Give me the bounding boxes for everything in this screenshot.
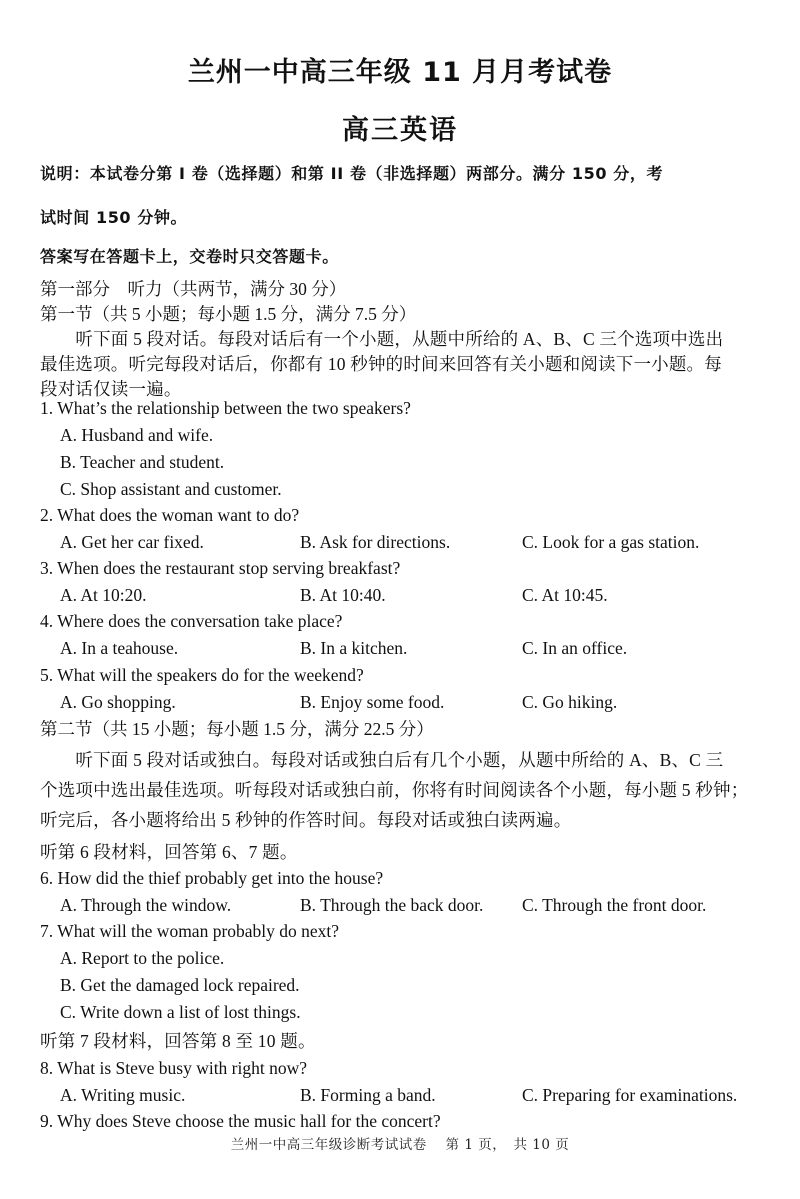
- option-4b: B. In a kitchen.: [300, 638, 408, 658]
- option-4c: C. In an office.: [522, 638, 628, 658]
- page-footer: 兰州一中高三年级诊断考试试卷 第 1 页， 共 10 页: [230, 1137, 570, 1153]
- section2-directions-2: 个选项中选出最佳选项。听每段对话或独白前，你将有时间阅读各个小题，每小题 5 秒钟；: [40, 780, 749, 800]
- question-3: 3. When does the restaurant stop serving breakfast?: [40, 558, 401, 578]
- material-note-7: 听第 7 段材料，回答第 8 至 10 题。: [40, 1031, 316, 1051]
- section2-heading: 第二节（共 15 小题；每小题 1.5 分，满分 22.5 分）: [40, 719, 434, 739]
- option-6c: C. Through the front door.: [522, 895, 707, 915]
- option-2c: C. Look for a gas station.: [522, 532, 700, 552]
- option-4a: A. In a teahouse.: [60, 638, 179, 658]
- option-3a: A. At 10:20.: [60, 585, 147, 605]
- option-8b: B. Forming a band.: [300, 1085, 436, 1105]
- question-6: 6. How did the thief probably get into the house?: [40, 868, 384, 888]
- section1-directions-1: 听下面 5 段对话。每段对话后有一个小题，从题中所给的 A、B、C 三个选项中选出: [40, 329, 724, 349]
- option-7b: B. Get the damaged lock repaired.: [60, 975, 300, 995]
- question-9: 9. Why does Steve choose the music hall for the concert?: [40, 1111, 441, 1131]
- question-4: 4. Where does the conversation take place?: [40, 611, 343, 631]
- question-8: 8. What is Steve busy with right now?: [40, 1058, 308, 1078]
- section1-directions-3: 段对话仅读一遍。: [40, 379, 182, 399]
- part1-heading: 第一部分 听力（共两节，满分 30 分）: [40, 279, 347, 299]
- section2-directions-3: 听完后，各小题将给出 5 秒钟的作答时间。每段对话或独白读两遍。: [40, 810, 572, 830]
- option-5a: A. Go shopping.: [60, 692, 176, 712]
- option-6b: B. Through the back door.: [300, 895, 484, 915]
- instructions-line-3: 答案写在答题卡上，交卷时只交答题卡。: [40, 247, 339, 266]
- option-7a: A. Report to the police.: [60, 948, 225, 968]
- section1-heading: 第一节（共 5 小题；每小题 1.5 分，满分 7.5 分）: [40, 304, 417, 324]
- option-5c: C. Go hiking.: [522, 692, 618, 712]
- option-1c: C. Shop assistant and customer.: [60, 479, 282, 499]
- question-7: 7. What will the woman probably do next?: [40, 921, 340, 941]
- option-2a: A. Get her car fixed.: [60, 532, 204, 552]
- option-3b: B. At 10:40.: [300, 585, 386, 605]
- option-1b: B. Teacher and student.: [60, 452, 225, 472]
- option-6a: A. Through the window.: [60, 895, 232, 915]
- instructions-line-1: 说明：本试卷分第 I 卷（选择题）和第 II 卷（非选择题）两部分。满分 150 分，考: [40, 164, 664, 183]
- option-8c: C. Preparing for examinations.: [522, 1085, 738, 1105]
- question-1: 1. What’s the relationship between the two speakers?: [40, 398, 411, 418]
- instructions-line-2: 试时间 150 分钟。: [40, 208, 188, 227]
- option-8a: A. Writing music.: [60, 1085, 186, 1105]
- exam-subject: 高三英语: [342, 115, 458, 146]
- option-5b: B. Enjoy some food.: [300, 692, 445, 712]
- option-1a: A. Husband and wife.: [60, 425, 214, 445]
- section2-directions-1: 听下面 5 段对话或独白。每段对话或独白后有几个小题，从题中所给的 A、B、C 三: [40, 750, 724, 770]
- question-5: 5. What will the speakers do for the weekend?: [40, 665, 364, 685]
- material-note-6: 听第 6 段材料，回答第 6、7 题。: [40, 842, 298, 862]
- exam-title: 兰州一中高三年级 11 月月考试卷: [187, 57, 613, 88]
- question-2: 2. What does the woman want to do?: [40, 505, 300, 525]
- option-7c: C. Write down a list of lost things.: [60, 1002, 301, 1022]
- option-2b: B. Ask for directions.: [300, 532, 451, 552]
- option-3c: C. At 10:45.: [522, 585, 608, 605]
- section1-directions-2: 最佳选项。听完每段对话后，你都有 10 秒钟的时间来回答有关小题和阅读下一小题。每: [40, 354, 722, 374]
